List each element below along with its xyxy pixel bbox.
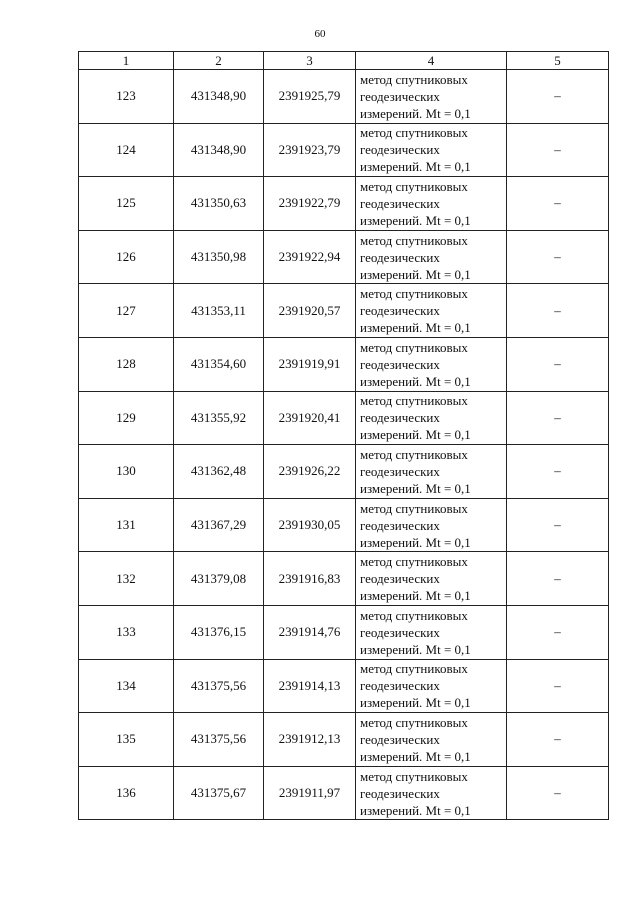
table-row xyxy=(79,605,609,659)
description-dash: – xyxy=(507,284,609,338)
method-cell xyxy=(356,284,507,338)
method-line-1: метод спутниковых xyxy=(360,500,468,516)
method-line-1: метод спутниковых xyxy=(360,339,468,355)
description-dash: – xyxy=(507,123,609,177)
method-line-2: геодезических xyxy=(360,249,440,265)
table-row xyxy=(79,659,609,713)
method-line-3: измерений. Mt = 0,1 xyxy=(360,588,471,604)
coordinate-x: 431348,90 xyxy=(174,123,264,177)
table-row xyxy=(79,766,609,820)
description-dash: – xyxy=(507,552,609,606)
method-line-2: геодезических xyxy=(360,517,440,533)
description-dash: – xyxy=(507,337,609,391)
method-line-3: измерений. Mt = 0,1 xyxy=(360,427,471,443)
description-dash: – xyxy=(507,498,609,552)
point-number: 132 xyxy=(79,552,174,606)
header-col-1: 1 xyxy=(79,52,174,70)
point-number: 123 xyxy=(79,70,174,124)
method-line-3: измерений. Mt = 0,1 xyxy=(360,373,471,389)
method-line-2: геодезических xyxy=(360,142,440,158)
method-cell xyxy=(356,552,507,606)
method-line-1: метод спутниковых xyxy=(360,661,468,677)
coordinate-x: 431350,63 xyxy=(174,177,264,231)
description-dash: – xyxy=(507,605,609,659)
method-line-1: метод спутниковых xyxy=(360,607,468,623)
coordinate-y: 2391914,13 xyxy=(264,659,356,713)
coordinate-y: 2391920,57 xyxy=(264,284,356,338)
table-row xyxy=(79,177,609,231)
coordinate-y: 2391920,41 xyxy=(264,391,356,445)
method-cell xyxy=(356,123,507,177)
description-dash: – xyxy=(507,445,609,499)
method-line-2: геодезических xyxy=(360,571,440,587)
coordinate-x: 431376,15 xyxy=(174,605,264,659)
method-line-2: геодезических xyxy=(360,624,440,640)
header-col-2: 2 xyxy=(174,52,264,70)
coordinate-x: 431354,60 xyxy=(174,337,264,391)
method-cell xyxy=(356,498,507,552)
table-row xyxy=(79,70,609,124)
table-header xyxy=(79,52,609,70)
header-col-5: 5 xyxy=(507,52,609,70)
method-line-3: измерений. Mt = 0,1 xyxy=(360,212,471,228)
table-row xyxy=(79,498,609,552)
method-line-3: измерений. Mt = 0,1 xyxy=(360,695,471,711)
method-line-1: метод спутниковых xyxy=(360,554,468,570)
header-col-3: 3 xyxy=(264,52,356,70)
header-col-4: 4 xyxy=(356,52,507,70)
description-dash: – xyxy=(507,713,609,767)
coordinate-x: 431367,29 xyxy=(174,498,264,552)
method-line-2: геодезических xyxy=(360,678,440,694)
method-line-2: геодезических xyxy=(360,731,440,747)
point-number: 134 xyxy=(79,659,174,713)
method-line-1: метод спутниковых xyxy=(360,125,468,141)
method-cell xyxy=(356,177,507,231)
method-line-1: метод спутниковых xyxy=(360,286,468,302)
coordinate-y: 2391930,05 xyxy=(264,498,356,552)
method-line-3: измерений. Mt = 0,1 xyxy=(360,159,471,175)
coordinates-table xyxy=(78,51,609,820)
table-row xyxy=(79,445,609,499)
method-line-3: измерений. Mt = 0,1 xyxy=(360,480,471,496)
point-number: 130 xyxy=(79,445,174,499)
method-cell xyxy=(356,70,507,124)
coordinate-x: 431379,08 xyxy=(174,552,264,606)
description-dash: – xyxy=(507,230,609,284)
point-number: 126 xyxy=(79,230,174,284)
coordinate-x: 431375,56 xyxy=(174,659,264,713)
method-cell xyxy=(356,713,507,767)
coordinate-y: 2391912,13 xyxy=(264,713,356,767)
table-row xyxy=(79,391,609,445)
coordinate-y: 2391916,83 xyxy=(264,552,356,606)
coordinate-x: 431348,90 xyxy=(174,70,264,124)
table-row xyxy=(79,284,609,338)
method-cell xyxy=(356,337,507,391)
coordinate-x: 431375,67 xyxy=(174,766,264,820)
description-dash: – xyxy=(507,766,609,820)
point-number: 136 xyxy=(79,766,174,820)
coordinate-y: 2391922,79 xyxy=(264,177,356,231)
coordinate-x: 431355,92 xyxy=(174,391,264,445)
method-cell xyxy=(356,391,507,445)
method-cell xyxy=(356,659,507,713)
method-line-1: метод спутниковых xyxy=(360,393,468,409)
method-line-1: метод спутниковых xyxy=(360,232,468,248)
description-dash: – xyxy=(507,659,609,713)
coordinate-y: 2391919,91 xyxy=(264,337,356,391)
point-number: 131 xyxy=(79,498,174,552)
coordinate-x: 431353,11 xyxy=(174,284,264,338)
coordinate-x: 431362,48 xyxy=(174,445,264,499)
method-line-3: измерений. Mt = 0,1 xyxy=(360,266,471,282)
method-line-1: метод спутниковых xyxy=(360,446,468,462)
description-dash: – xyxy=(507,177,609,231)
method-cell xyxy=(356,230,507,284)
coordinate-x: 431375,56 xyxy=(174,713,264,767)
method-line-2: геодезических xyxy=(360,785,440,801)
method-line-2: геодезических xyxy=(360,88,440,104)
table-row xyxy=(79,230,609,284)
method-line-2: геодезических xyxy=(360,356,440,372)
point-number: 124 xyxy=(79,123,174,177)
method-cell xyxy=(356,605,507,659)
coordinate-y: 2391925,79 xyxy=(264,70,356,124)
coordinate-y: 2391914,76 xyxy=(264,605,356,659)
method-line-1: метод спутниковых xyxy=(360,71,468,87)
method-line-2: геодезических xyxy=(360,463,440,479)
method-line-1: метод спутниковых xyxy=(360,178,468,194)
method-line-2: геодезических xyxy=(360,195,440,211)
method-line-3: измерений. Mt = 0,1 xyxy=(360,534,471,550)
method-line-3: измерений. Mt = 0,1 xyxy=(360,641,471,657)
point-number: 127 xyxy=(79,284,174,338)
method-line-1: метод спутниковых xyxy=(360,768,468,784)
header-row xyxy=(79,52,609,70)
method-line-3: измерений. Mt = 0,1 xyxy=(360,748,471,764)
coordinate-x: 431350,98 xyxy=(174,230,264,284)
coordinate-y: 2391923,79 xyxy=(264,123,356,177)
description-dash: – xyxy=(507,70,609,124)
method-line-1: метод спутниковых xyxy=(360,714,468,730)
point-number: 125 xyxy=(79,177,174,231)
method-line-3: измерений. Mt = 0,1 xyxy=(360,802,471,818)
point-number: 129 xyxy=(79,391,174,445)
coordinate-y: 2391926,22 xyxy=(264,445,356,499)
coordinate-y: 2391922,94 xyxy=(264,230,356,284)
page-number: 60 xyxy=(314,28,326,40)
table-row xyxy=(79,123,609,177)
table-row xyxy=(79,552,609,606)
method-line-2: геодезических xyxy=(360,410,440,426)
coordinate-y: 2391911,97 xyxy=(264,766,356,820)
description-dash: – xyxy=(507,391,609,445)
method-line-3: измерений. Mt = 0,1 xyxy=(360,105,471,121)
method-line-3: измерений. Mt = 0,1 xyxy=(360,320,471,336)
table-row xyxy=(79,337,609,391)
point-number: 135 xyxy=(79,713,174,767)
point-number: 128 xyxy=(79,337,174,391)
method-cell xyxy=(356,766,507,820)
table-row xyxy=(79,713,609,767)
table-body xyxy=(79,70,609,820)
point-number: 133 xyxy=(79,605,174,659)
method-cell xyxy=(356,445,507,499)
method-line-2: геодезических xyxy=(360,303,440,319)
